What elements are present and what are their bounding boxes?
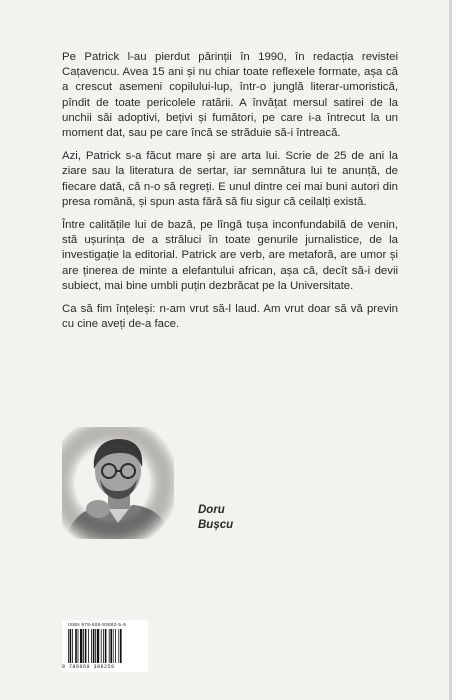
blurb-text [62, 50, 398, 340]
ean-digits: 9 786069 388259 [62, 664, 115, 670]
barcode-bar [105, 629, 107, 663]
blurb-paragraph-1: Pe Patrick l-au pierdut părinții în 1990, în redacția revistei Cațavencu. Avea 15 ani și nu chiar toate reflexele formate, așa că a crescut asemeni copilului-lup, într-o junglă literar-umoristică, pîndit de toate pericolele ratării. A învățat mersul satirei de la unchii săi adoptivi, bețivi și fumători, pe care i-a întrecut la un moment dat, sau pe care încă se străduie să-i întreacă. [62, 51, 398, 140]
barcode-bar [68, 629, 69, 663]
barcode-bar [113, 629, 114, 663]
barcode-bar [120, 629, 122, 663]
barcode-bar [83, 629, 84, 663]
barcode-bar [97, 629, 99, 663]
barcode-bar [72, 629, 73, 663]
barcode-bar [115, 629, 116, 663]
barcode-bar [80, 629, 82, 663]
barcode-bar [101, 629, 102, 663]
author-first-name: Doru [198, 504, 225, 516]
author-portrait-image [62, 427, 174, 539]
barcode-bar [88, 629, 89, 663]
barcode-bar [75, 629, 77, 663]
barcode-bars [68, 629, 144, 663]
blurb-paragraph-4: Ca să fim înțeleși: n-am vrut să-l laud. Am vrut doar să vă previn cu cine aveți de-a face. [62, 303, 398, 331]
barcode-bar [103, 629, 104, 663]
barcode-bar [118, 629, 119, 663]
barcode-bar [91, 629, 92, 663]
barcode-bar [78, 629, 79, 663]
author-photo [62, 427, 174, 539]
blurb-paragraph-2: Azi, Patrick s-a făcut mare și are arta lui. Scrie de 25 de ani la ziare sau la literatura de sertar, iar semnătura lui te anunță, de fiecare dată, că n-o să regreți. E unul dintre cei mai buni autori din presa română, și spun asta fără să fiu sigur că ceilalți există. [62, 150, 398, 208]
barcode-bar [110, 629, 112, 663]
author-last-name: Bușcu [198, 519, 234, 531]
barcode-bar [93, 629, 95, 663]
blurb-paragraph-3: Între calitățile lui de bază, pe lîngă tușa inconfundabilă de venin, stă ușurința de a străluci în toate genurile jurnalistice, de la investigație la editorial. Patrick are verb, are metaforă, are umor și are ținerea de minte a elefantului african, așa că, decît să-i devii subiect, mai bine umbli puțin dezbrăcat pe la Universitate. [62, 219, 398, 292]
author-name [198, 503, 233, 533]
barcode-bar [85, 629, 87, 663]
barcode-bar [109, 629, 110, 663]
isbn-label: ISBN 978-606-93882-5-9 [68, 622, 126, 627]
barcode-bar [70, 629, 72, 663]
isbn-barcode [62, 620, 148, 672]
barcode-bar [95, 629, 96, 663]
